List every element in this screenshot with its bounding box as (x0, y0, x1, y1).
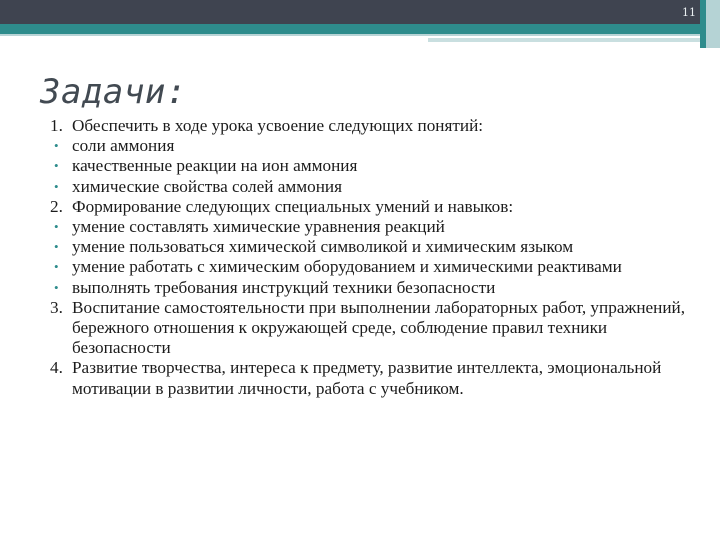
list-item (50, 257, 690, 277)
list-text: выполнять требования инструкций техники безопасности (72, 277, 496, 297)
list-text: Обеспечить в ходе урока усвоение следующих понятий: (72, 116, 484, 135)
list-item (50, 156, 690, 176)
bullet-icon: • (54, 239, 59, 255)
task-heading-4 (50, 358, 690, 398)
list-item (50, 177, 690, 197)
list-text: Воспитание самостоятельности при выполнении лабораторных работ, упражнений, бережного отношения к окружающей среде, соблюдение правил техники безопасности (72, 297, 686, 358)
list-text: соли аммония (72, 136, 175, 156)
bullet-icon: • (54, 219, 59, 235)
list-text: умение составлять химические уравнения реакций (72, 217, 445, 237)
header-stripe (0, 24, 700, 34)
list-item (50, 237, 690, 257)
list-text: качественные реакции на ион аммония (72, 156, 358, 176)
header-stripe-thin (0, 34, 700, 36)
slide-number: 11 (682, 6, 696, 19)
bullet-icon: • (54, 178, 59, 194)
list-text: умение пользоваться химической символикой и химическим языком (72, 237, 574, 257)
list-item (50, 136, 690, 156)
list-item (50, 278, 690, 298)
slide-title: Задачи: (40, 72, 187, 112)
list-text: умение работать с химическим оборудованием и химическими реактивами (72, 257, 622, 277)
header-corner-accent (700, 0, 706, 48)
list-number: 1. (50, 116, 63, 135)
list-text: Формирование следующих специальных умений и навыков: (72, 196, 514, 216)
bullet-icon: • (54, 259, 59, 275)
list-number: 3. (50, 297, 63, 317)
bullet-icon: • (54, 138, 59, 154)
task-list (50, 116, 690, 399)
header-accent-line (428, 38, 700, 42)
list-item (50, 217, 690, 237)
list-text: Развитие творчества, интереса к предмету, развитие интеллекта, эмоциональной мотивации в развитии личности, работа с учебником. (72, 358, 662, 398)
bullet-icon: • (54, 279, 59, 295)
list-number: 2. (50, 196, 63, 216)
task-heading-3 (50, 298, 690, 359)
list-text: химические свойства солей аммония (72, 176, 343, 196)
task-heading-2 (50, 197, 690, 217)
list-number: 4. (50, 358, 63, 378)
task-heading-1 (50, 116, 690, 136)
header-bar (0, 0, 700, 24)
bullet-icon: • (54, 158, 59, 174)
